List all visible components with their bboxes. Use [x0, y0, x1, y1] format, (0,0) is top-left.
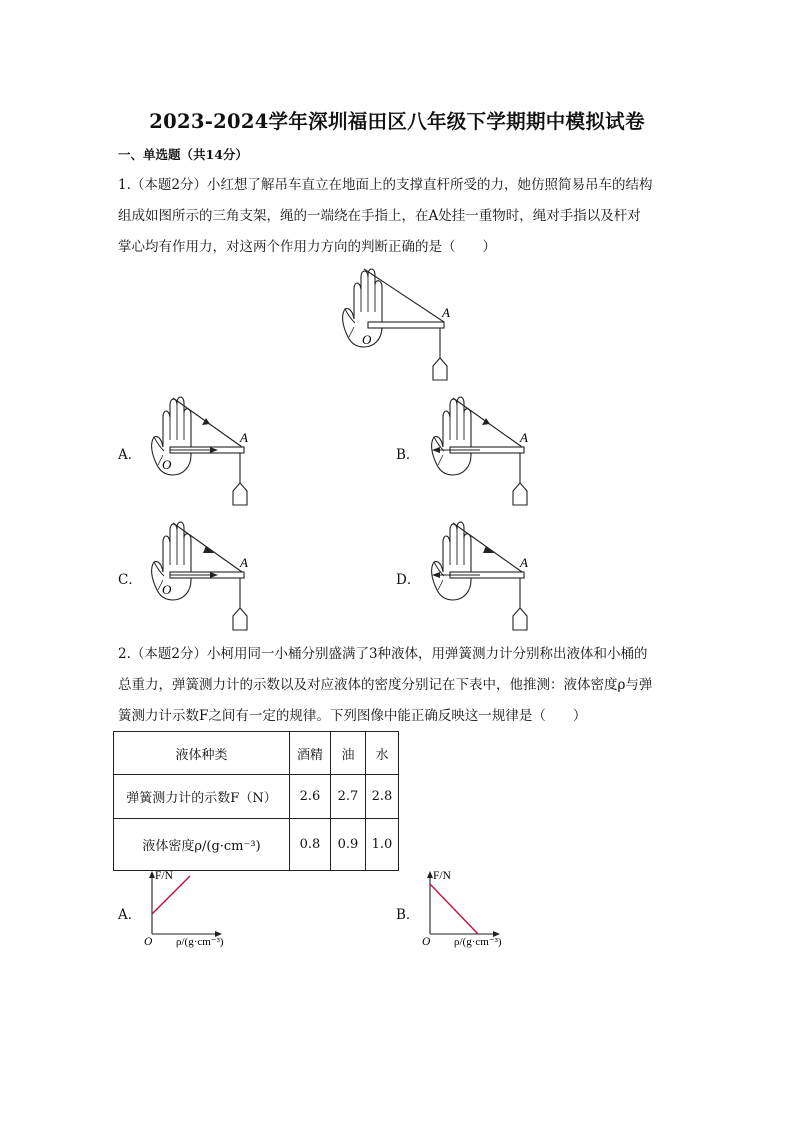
- table-header-cell: 油: [331, 732, 366, 775]
- hand-bracket-figure: [336, 262, 466, 382]
- table-cell: 1.0: [366, 819, 399, 871]
- svg-text:A: A: [240, 430, 248, 445]
- data-table: [113, 731, 399, 871]
- question-1-line: 1.（本题2分）小红想了解吊车直立在地面上的支撑直杆所受的力，她仿照简易吊车的结构: [118, 177, 653, 193]
- option-a-label[interactable]: A．: [118, 907, 142, 923]
- origin-label: O: [422, 936, 431, 948]
- table-cell: 2.8: [366, 775, 399, 819]
- table-cell: 0.8: [290, 819, 331, 871]
- question-2-line: 簧测力计示数F之间有一定的规律。下列图像中能正确反映这一规律是（ ）: [118, 708, 587, 724]
- origin-label: O: [144, 936, 153, 948]
- y-axis-label: F/N: [433, 870, 451, 882]
- rod: [368, 322, 444, 328]
- table-cell: 0.9: [331, 819, 366, 871]
- y-axis-label: F/N: [155, 870, 173, 882]
- option-d-label[interactable]: D．: [396, 572, 421, 588]
- question-1-line: 掌心均有作用力，对这两个作用力方向的判断正确的是（ ）: [118, 239, 496, 255]
- question-2-line: 总重力，弹簧测力计的示数以及对应液体的密度分别记在下表中，他推测：液体密度ρ与弹: [118, 677, 653, 693]
- option-c-figure[interactable]: [140, 520, 265, 632]
- svg-text:O: O: [162, 582, 172, 597]
- option-d-figure[interactable]: [420, 520, 545, 632]
- table-header-cell: 水: [366, 732, 399, 775]
- svg-text:A: A: [520, 430, 528, 445]
- option-a-graph[interactable]: [140, 866, 250, 952]
- weight-icon: [433, 348, 447, 380]
- point-a-label: A: [442, 305, 450, 320]
- page-title: 2023-2024学年深圳福田区八年级下学期期中模拟试卷: [149, 110, 645, 133]
- arrow-icon: [483, 546, 494, 553]
- question-2-line: 2.（本题2分）小柯用同一小桶分别盛满了3种液体，用弹簧测力计分别称出液体和小桶的: [118, 646, 648, 662]
- table-cell: 2.7: [331, 775, 366, 819]
- table-row: [114, 775, 399, 819]
- table-row: [114, 819, 399, 871]
- table-header-row: [114, 732, 399, 775]
- x-axis-label: ρ/(g·cm⁻³): [454, 936, 502, 948]
- table-header-cell: 液体种类: [114, 732, 290, 775]
- question-1-text: [118, 170, 688, 263]
- question-1-line: 组成如图所示的三角支架，绳的一端绕在手指上，在A处挂一重物时，绳对手指以及杆对: [118, 208, 641, 224]
- option-b-graph[interactable]: [418, 866, 528, 952]
- svg-text:A: A: [240, 555, 248, 570]
- question-2-text: [118, 639, 688, 732]
- option-b-label[interactable]: B．: [396, 447, 420, 463]
- option-c-label[interactable]: C．: [118, 572, 142, 588]
- table-cell: 2.6: [290, 775, 331, 819]
- option-b-label[interactable]: B．: [396, 907, 420, 923]
- x-axis-label: ρ/(g·cm⁻³): [176, 936, 224, 948]
- svg-text:O: O: [162, 457, 172, 472]
- svg-text:A: A: [520, 555, 528, 570]
- section-heading: 一、单选题（共14分）: [118, 147, 248, 162]
- option-b-figure[interactable]: [420, 395, 545, 507]
- option-a-figure[interactable]: [140, 395, 265, 507]
- point-o-label: O: [362, 332, 372, 347]
- table-cell: 弹簧测力计的示数F（N）: [114, 775, 290, 819]
- option-a-label[interactable]: A．: [118, 447, 142, 463]
- table-cell: 液体密度ρ/(g·cm⁻³): [114, 819, 290, 871]
- graph-line: [430, 884, 478, 934]
- table-header-cell: 酒精: [290, 732, 331, 775]
- arrow-icon: [203, 546, 214, 553]
